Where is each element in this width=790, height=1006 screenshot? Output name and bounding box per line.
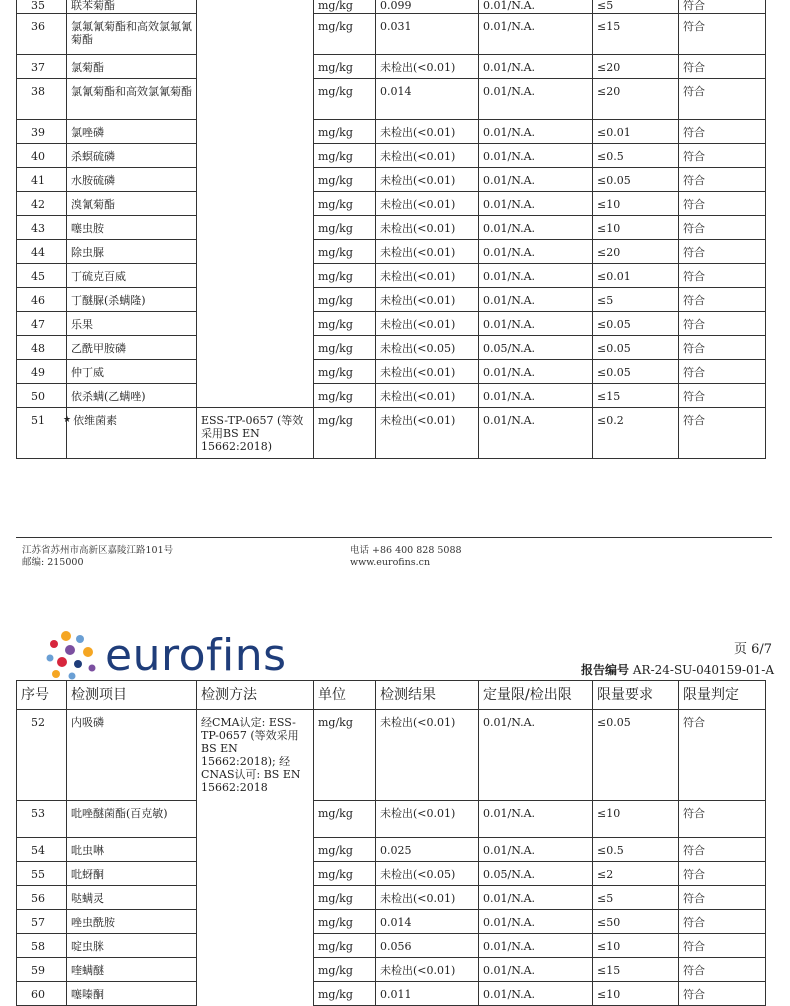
item-name-text: 氯氰菊酯和高效氯氰菊酯 <box>71 85 192 98</box>
method-cell <box>197 79 314 120</box>
row-number: 49 <box>17 360 67 384</box>
unit-cell: mg/kg <box>314 838 376 862</box>
result-cell: 未检出(<0.05) <box>376 336 479 360</box>
result-cell: 未检出(<0.01) <box>376 264 479 288</box>
row-number: 42 <box>17 192 67 216</box>
limit-cell: ≤0.5 <box>593 144 679 168</box>
table-row <box>17 264 766 288</box>
method-cell <box>197 336 314 360</box>
item-name <box>67 120 197 144</box>
row-number: 60 <box>17 982 67 1006</box>
result-cell: 未检出(<0.01) <box>376 801 479 838</box>
item-name-text: 水胺硫磷 <box>71 174 115 187</box>
footer-divider <box>16 537 772 538</box>
page-number: 页 6/7 <box>733 642 772 657</box>
method-cell <box>197 216 314 240</box>
col-header-no: 序号 <box>17 681 67 710</box>
lod-cell: 0.01/N.A. <box>479 408 593 459</box>
method-cell <box>197 14 314 55</box>
limit-cell: ≤2 <box>593 862 679 886</box>
eurofins-logo-text: eurofins <box>105 630 287 681</box>
col-header-method: 检测方法 <box>197 681 314 710</box>
report-number-value: AR-24-SU-040159-01-A <box>632 663 774 677</box>
limit-cell: ≤15 <box>593 14 679 55</box>
table-row <box>17 710 766 801</box>
unit-cell: mg/kg <box>314 360 376 384</box>
unit-cell: mg/kg <box>314 264 376 288</box>
lod-cell: 0.01/N.A. <box>479 288 593 312</box>
row-number: 37 <box>17 55 67 79</box>
item-name: 吡蚜酮 <box>67 862 197 886</box>
unit-cell: mg/kg <box>314 982 376 1006</box>
limit-cell: ≤5 <box>593 886 679 910</box>
item-name: 吡虫啉 <box>67 838 197 862</box>
result-cell: 0.014 <box>376 79 479 120</box>
lod-cell: 0.01/N.A. <box>479 958 593 982</box>
verdict-cell: 符合 <box>679 120 766 144</box>
row-number: 45 <box>17 264 67 288</box>
results-table-body <box>17 0 766 459</box>
limit-cell: ≤15 <box>593 958 679 982</box>
limit-cell: ≤0.05 <box>593 336 679 360</box>
item-name <box>67 79 197 120</box>
row-number: 54 <box>17 838 67 862</box>
results-table-page2 <box>16 680 766 1006</box>
result-cell: 未检出(<0.01) <box>376 168 479 192</box>
lod-cell: 0.01/N.A. <box>479 886 593 910</box>
table-row <box>17 886 766 910</box>
item-name <box>67 144 197 168</box>
item-name: 喹螨醚 <box>67 958 197 982</box>
unit-cell: mg/kg <box>314 192 376 216</box>
limit-cell: ≤10 <box>593 982 679 1006</box>
table-row <box>17 55 766 79</box>
table-row <box>17 982 766 1006</box>
table-row <box>17 168 766 192</box>
item-name <box>67 14 197 55</box>
limit-cell: ≤15 <box>593 384 679 408</box>
item-name: 噻嗪酮 <box>67 982 197 1006</box>
result-cell: 未检出(<0.01) <box>376 710 479 801</box>
row-number: 41 <box>17 168 67 192</box>
result-cell: 0.025 <box>376 838 479 862</box>
table-row <box>17 862 766 886</box>
limit-cell: ≤0.5 <box>593 838 679 862</box>
table-row <box>17 801 766 838</box>
unit-cell: mg/kg <box>314 144 376 168</box>
col-header-result: 检测结果 <box>376 681 479 710</box>
unit-cell: mg/kg <box>314 79 376 120</box>
unit-cell: mg/kg <box>314 384 376 408</box>
table-row <box>17 336 766 360</box>
lod-cell: 0.01/N.A. <box>479 982 593 1006</box>
footer-address: 江苏省苏州市高新区嘉陵江路101号 <box>22 545 174 556</box>
table-row <box>17 838 766 862</box>
item-name-text: 仲丁威 <box>71 366 104 379</box>
limit-cell: ≤20 <box>593 79 679 120</box>
item-name-text: 依杀螨(乙螨唑) <box>71 390 146 403</box>
limit-cell: ≤10 <box>593 216 679 240</box>
col-header-verdict: 限量判定 <box>679 681 766 710</box>
row-number: 51 <box>17 408 67 459</box>
row-number: 53 <box>17 801 67 838</box>
table-row <box>17 958 766 982</box>
table-row <box>17 240 766 264</box>
unit-cell: mg/kg <box>314 55 376 79</box>
method-cell <box>197 240 314 264</box>
result-cell: 0.014 <box>376 910 479 934</box>
item-name-text: 联苯菊酯 <box>71 0 115 12</box>
item-name <box>67 240 197 264</box>
result-cell: 未检出(<0.01) <box>376 144 479 168</box>
unit-cell: mg/kg <box>314 14 376 55</box>
lod-cell: 0.01/N.A. <box>479 910 593 934</box>
method-cell: 经CMA认定: ESS-TP-0657 (等效采用BS EN 15662:2018); 经CNAS认可: BS EN 15662:2018 <box>197 710 314 1006</box>
col-header-limit: 限量要求 <box>593 681 679 710</box>
table-header-row <box>17 681 766 710</box>
item-name: 内吸磷 <box>67 710 197 801</box>
result-cell: 未检出(<0.01) <box>376 240 479 264</box>
result-cell: 未检出(<0.01) <box>376 288 479 312</box>
table-row <box>17 192 766 216</box>
lod-cell: 0.01/N.A. <box>479 384 593 408</box>
table-row <box>17 384 766 408</box>
star-icon: ★ <box>63 415 72 425</box>
unit-cell: mg/kg <box>314 312 376 336</box>
verdict-cell: 符合 <box>679 862 766 886</box>
footer-contact-block <box>350 545 462 569</box>
result-cell: 未检出(<0.05) <box>376 862 479 886</box>
verdict-cell: 符合 <box>679 264 766 288</box>
results-table-page1 <box>16 0 766 459</box>
limit-cell: ≤10 <box>593 801 679 838</box>
result-cell: 0.031 <box>376 14 479 55</box>
limit-cell: ≤10 <box>593 192 679 216</box>
item-name-text: 丁醚脲(杀螨隆) <box>71 294 146 307</box>
item-name-text: 依维菌素 <box>73 414 118 427</box>
lod-cell: 0.05/N.A. <box>479 862 593 886</box>
result-cell: 未检出(<0.01) <box>376 408 479 459</box>
verdict-cell: 符合 <box>679 710 766 801</box>
verdict-cell: 符合 <box>679 192 766 216</box>
verdict-cell: 符合 <box>679 144 766 168</box>
col-header-item: 检测项目 <box>67 681 197 710</box>
row-number: 39 <box>17 120 67 144</box>
limit-cell: ≤10 <box>593 934 679 958</box>
footer-website: www.eurofins.cn <box>350 557 431 568</box>
verdict-cell: 符合 <box>679 216 766 240</box>
lod-cell: 0.01/N.A. <box>479 120 593 144</box>
verdict-cell: 符合 <box>679 958 766 982</box>
unit-cell: mg/kg <box>314 0 376 14</box>
limit-cell: ≤0.2 <box>593 408 679 459</box>
method-cell <box>197 312 314 336</box>
item-name <box>67 288 197 312</box>
lod-cell: 0.01/N.A. <box>479 838 593 862</box>
verdict-cell: 符合 <box>679 79 766 120</box>
result-cell: 未检出(<0.01) <box>376 192 479 216</box>
lod-cell: 0.01/N.A. <box>479 79 593 120</box>
unit-cell: mg/kg <box>314 862 376 886</box>
lod-cell: 0.01/N.A. <box>479 55 593 79</box>
lod-cell: 0.01/N.A. <box>479 264 593 288</box>
footer-phone: 电话 +86 400 828 5088 <box>350 545 462 556</box>
item-name <box>67 168 197 192</box>
verdict-cell: 符合 <box>679 838 766 862</box>
item-name-text: 乙酰甲胺磷 <box>71 342 126 355</box>
verdict-cell: 符合 <box>679 288 766 312</box>
verdict-cell: 符合 <box>679 336 766 360</box>
table-row <box>17 14 766 55</box>
lod-cell: 0.01/N.A. <box>479 216 593 240</box>
unit-cell: mg/kg <box>314 288 376 312</box>
item-name-text: 除虫脲 <box>71 246 104 259</box>
item-name <box>67 360 197 384</box>
row-number: 43 <box>17 216 67 240</box>
method-cell: ESS-TP-0657 (等效采用BS EN 15662:2018) <box>197 408 314 459</box>
unit-cell: mg/kg <box>314 216 376 240</box>
limit-cell: ≤0.01 <box>593 120 679 144</box>
table-row <box>17 79 766 120</box>
method-cell <box>197 360 314 384</box>
method-cell <box>197 384 314 408</box>
result-cell: 未检出(<0.01) <box>376 958 479 982</box>
row-number: 58 <box>17 934 67 958</box>
method-cell <box>197 55 314 79</box>
unit-cell: mg/kg <box>314 934 376 958</box>
limit-cell: ≤0.01 <box>593 264 679 288</box>
lod-cell: 0.05/N.A. <box>479 336 593 360</box>
lod-cell: 0.01/N.A. <box>479 801 593 838</box>
verdict-cell: 符合 <box>679 910 766 934</box>
table-row <box>17 910 766 934</box>
row-number: 46 <box>17 288 67 312</box>
row-number: 44 <box>17 240 67 264</box>
item-name-text: 杀螟硫磷 <box>71 150 115 163</box>
limit-cell: ≤5 <box>593 288 679 312</box>
unit-cell: mg/kg <box>314 801 376 838</box>
unit-cell: mg/kg <box>314 240 376 264</box>
item-name: 哒螨灵 <box>67 886 197 910</box>
verdict-cell: 符合 <box>679 168 766 192</box>
unit-cell: mg/kg <box>314 120 376 144</box>
unit-cell: mg/kg <box>314 958 376 982</box>
method-cell <box>197 288 314 312</box>
table-row <box>17 144 766 168</box>
col-header-unit: 单位 <box>314 681 376 710</box>
verdict-cell: 符合 <box>679 0 766 14</box>
lod-cell: 0.01/N.A. <box>479 360 593 384</box>
row-number: 38 <box>17 79 67 120</box>
limit-cell: ≤20 <box>593 240 679 264</box>
item-name <box>67 55 197 79</box>
unit-cell: mg/kg <box>314 910 376 934</box>
row-number: 52 <box>17 710 67 801</box>
limit-cell: ≤50 <box>593 910 679 934</box>
table-row <box>17 120 766 144</box>
unit-cell: mg/kg <box>314 886 376 910</box>
lod-cell: 0.01/N.A. <box>479 934 593 958</box>
table-row <box>17 408 766 459</box>
footer-address-block <box>22 545 173 569</box>
result-cell: 未检出(<0.01) <box>376 55 479 79</box>
col-header-lod: 定量限/检出限 <box>479 681 593 710</box>
verdict-cell: 符合 <box>679 55 766 79</box>
row-number: 59 <box>17 958 67 982</box>
method-cell <box>197 264 314 288</box>
item-name <box>67 336 197 360</box>
item-name <box>67 216 197 240</box>
verdict-cell: 符合 <box>679 14 766 55</box>
table-row <box>17 216 766 240</box>
item-name-text: 氯菊酯 <box>71 61 104 74</box>
verdict-cell: 符合 <box>679 886 766 910</box>
result-cell: 0.011 <box>376 982 479 1006</box>
item-name-text: 氯氟氰菊酯和高效氯氟氰菊酯 <box>71 20 192 46</box>
row-number: 57 <box>17 910 67 934</box>
verdict-cell: 符合 <box>679 312 766 336</box>
item-name <box>67 312 197 336</box>
item-name: 啶虫脒 <box>67 934 197 958</box>
result-cell: 未检出(<0.01) <box>376 384 479 408</box>
method-cell <box>197 168 314 192</box>
result-cell: 未检出(<0.01) <box>376 120 479 144</box>
item-name-text: 丁硫克百威 <box>71 270 126 283</box>
limit-cell: ≤0.05 <box>593 710 679 801</box>
item-name: 吡唑醚菌酯(百克敏) <box>67 801 197 838</box>
lod-cell: 0.01/N.A. <box>479 168 593 192</box>
verdict-cell: 符合 <box>679 384 766 408</box>
method-cell <box>197 0 314 14</box>
item-name-text: 乐果 <box>71 318 93 331</box>
unit-cell: mg/kg <box>314 168 376 192</box>
table-row <box>17 0 766 14</box>
result-cell: 未检出(<0.01) <box>376 360 479 384</box>
item-name-text: 溴氰菊酯 <box>71 198 115 211</box>
eurofins-logo-icon <box>44 630 100 680</box>
report-number-label: 报告编号 <box>581 663 630 677</box>
item-name-text: 噻虫胺 <box>71 222 104 235</box>
results-table-body <box>17 710 766 1006</box>
item-name-text: 氯唑磷 <box>71 126 104 139</box>
limit-cell: ≤0.05 <box>593 360 679 384</box>
unit-cell: mg/kg <box>314 336 376 360</box>
item-name <box>67 384 197 408</box>
row-number: 55 <box>17 862 67 886</box>
lod-cell: 0.01/N.A. <box>479 312 593 336</box>
table-row <box>17 312 766 336</box>
item-name <box>67 264 197 288</box>
result-cell: 0.056 <box>376 934 479 958</box>
lod-cell: 0.01/N.A. <box>479 192 593 216</box>
limit-cell: ≤0.05 <box>593 168 679 192</box>
row-number: 48 <box>17 336 67 360</box>
limit-cell: ≤0.05 <box>593 312 679 336</box>
row-number: 36 <box>17 14 67 55</box>
table-row <box>17 934 766 958</box>
result-cell: 未检出(<0.01) <box>376 312 479 336</box>
result-cell: 0.099 <box>376 0 479 14</box>
row-number: 47 <box>17 312 67 336</box>
verdict-cell: 符合 <box>679 934 766 958</box>
verdict-cell: 符合 <box>679 240 766 264</box>
unit-cell: mg/kg <box>314 710 376 801</box>
method-cell <box>197 144 314 168</box>
lod-cell: 0.01/N.A. <box>479 240 593 264</box>
verdict-cell: 符合 <box>679 408 766 459</box>
limit-cell: ≤20 <box>593 55 679 79</box>
method-cell <box>197 192 314 216</box>
verdict-cell: 符合 <box>679 360 766 384</box>
table-row <box>17 360 766 384</box>
lod-cell: 0.01/N.A. <box>479 0 593 14</box>
item-name <box>63 408 197 459</box>
result-cell: 未检出(<0.01) <box>376 886 479 910</box>
lod-cell: 0.01/N.A. <box>479 710 593 801</box>
row-number: 35 <box>17 0 67 14</box>
item-name <box>67 0 197 14</box>
row-number: 50 <box>17 384 67 408</box>
item-name: 唑虫酰胺 <box>67 910 197 934</box>
item-name <box>67 192 197 216</box>
verdict-cell: 符合 <box>679 982 766 1006</box>
limit-cell: ≤5 <box>593 0 679 14</box>
result-cell: 未检出(<0.01) <box>376 216 479 240</box>
table-row <box>17 288 766 312</box>
row-number: 40 <box>17 144 67 168</box>
unit-cell: mg/kg <box>314 408 376 459</box>
lod-cell: 0.01/N.A. <box>479 144 593 168</box>
report-number <box>581 661 774 678</box>
method-cell <box>197 120 314 144</box>
lod-cell: 0.01/N.A. <box>479 14 593 55</box>
row-number: 56 <box>17 886 67 910</box>
footer-postcode: 邮编: 215000 <box>22 557 84 568</box>
verdict-cell: 符合 <box>679 801 766 838</box>
